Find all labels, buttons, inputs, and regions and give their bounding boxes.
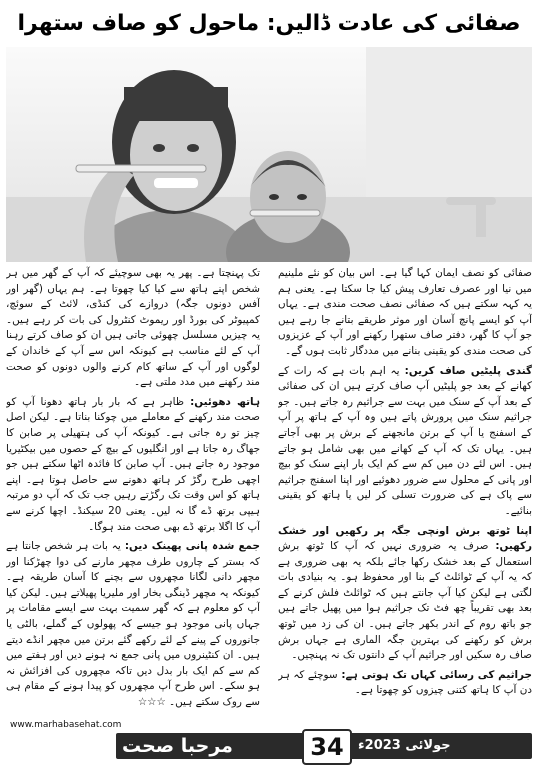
article-photo	[6, 47, 532, 262]
paragraph-text: صفائی کو نصف ایمان کہا گیا ہے۔ اس بیان کو نئے ملینیم میں نیا اور عصرف تعارف پیش کیا جا سکتا ہے۔ یعنی ہم یہ کہہ سکتے ہیں کہ صفائی نصف صحت مندی ہے۔ یہاں آپ کو ایسے پانچ آسان اور موثر طریقے بتانے جا رہے ہیں جو آپ کا گھر، دفتر صاف ستھرا رکھنے اور آپ کے عزیزوں کی صحت مندی کو یقینی بنانے میں مددگار ثابت ہوں گے۔	[278, 267, 532, 357]
children-brushing-teeth-image	[6, 47, 532, 262]
article-headline: صفائی کی عادت ڈالیں: ماحول کو صاف ستھرا	[4, 2, 534, 46]
section-subheading: اپنا ٹوتھ برش اونچی جگہ پر رکھیں اور خشک رکھیں:	[278, 524, 532, 553]
section-subheading: گندی پلیٹیں صاف کریں:	[399, 364, 532, 377]
issue-date: جولائی 2023ء	[358, 738, 451, 753]
section-subheading: جراثیم کی رسائی کہاں تک ہوتی ہے:	[337, 668, 532, 681]
paragraph	[6, 539, 260, 711]
article-body	[6, 266, 532, 722]
paragraph-text: صرف یہ ضروری نہیں کہ آپ کا ٹوتھ برش استعمال کے بعد خشک رکھا جائے بلکہ یہ بھی ضروری ہے کہ یہ آپ کے ٹوائلٹ کے بنا اور محفوظ ہو۔ یہ بنیادی بات لگتی ہے لیکن کیا آپ جانتے ہیں کہ ٹوائلٹ فلش کرنے کے بعد بھی تقریباً چھ فٹ تک جراثیم ہوا میں پھیل جاتے ہیں جو باتھ روم کے اندر بکھر جاتے ہیں۔ ان کی زد میں ٹوتھ برش کو رکھنے کی بہترین جگہ الماری ہے جہاں برش صاف رہ سکیں اور جراثیم آپ کے دانتوں تک نہ پہنچیں۔	[278, 540, 532, 662]
article-column-right	[278, 266, 532, 722]
paragraph-text: سوچئے کہ ہر دن آپ کا ہاتھ کتنی چیزوں کو چھوتا ہے۔	[278, 668, 532, 697]
paragraph	[278, 668, 532, 699]
paragraph-text: تک پہنچتا ہے۔ پھر یہ بھی سوچیئے کہ آپ کے گھر میں ہر شخص اپنے ہاتھ سے کیا کیا چھوتا ہے۔ ہم یہاں (گھر اور آفس دونوں جگہ) دروازے کی کنڈی، لائٹ کے سوئچ، کمپیوٹر کی بورڈ اور ریموٹ کنٹرول کی بات کر رہے ہیں۔ یہ چیزیں مسلسل چھوئی جاتی ہیں ان کو صاف کرتے رہنا آپ کے لئے مناسب ہے کیونکہ اس سے آپ کے خاندان کے لوگوں اور آپ کے ساتھ کام کرنے والوں دونوں کو صحت مند رکھنے میں مدد ملتی ہے۔	[6, 267, 260, 389]
paragraph-text: یہ اہم بات ہے کہ رات کے کھانے کے بعد جو پلیٹیں آپ صاف کرتے ہیں ان کی صفائی کے بعد آپ کے سنک میں بہت سے جراثیم رہ جاتے ہیں۔ جو جراثیم سنک میں پرورش پاتے ہیں وہ آپ کے ہاتھ پر آپ کے اسفنج یا آپ کے برتن مانجھنے کے برش پر بھی آجاتے ہیں۔ یہاں تک کہ آپ کے کھانے میں بھی شامل ہو جاتے ہیں۔ اس لئے دن میں کم سے کم ایک بار اپنے سنک کو بیچ اور پانی کے محلول سے ضرور دھوئیے اور اپنا اسفنج جراثیم سے پاک ہے کی ضرورت تسلی کر لیں یا ہاتھ کو یقینی بنائیے۔	[278, 364, 532, 517]
paragraph	[278, 266, 532, 360]
paragraph	[278, 524, 532, 664]
article-column-left	[6, 266, 260, 722]
paragraph	[6, 266, 260, 391]
paragraph-text: یہ بات ہر شخص جانتا ہے کہ بستر کے چاروں طرف مچھر مارنے کی دوا چھڑکنا اور مچھر دانی لگانا مچھروں سے بچنے کا آسان طریقہ ہے۔ کیونکہ یہ مچھر ڈینگی بخار اور ملیریا پھیلاتے ہیں۔ لیکن کیا آپ کو معلوم ہے کہ گھر سمیت بہت سے ایسے مقامات پر جہاں پانی موجود ہو جیسے کہ پھولوں کے گملے، بالٹی یا جانوروں کے پینے کے لئے رکھے گئے برتن میں مچھر انڈے دیتے ہیں۔ ان کنٹینروں میں پانی جمع نہ ہونے دیں اور ہفتے میں کم سے کم ایک بار بدل دیں تاکہ مچھروں کی افزائش نہ ہو سکے۔ اس طرح آپ مچھروں کو پیدا ہونے کے مقام ہی سے روک سکتے ہیں۔ ☆☆☆	[6, 540, 260, 709]
page-footer	[6, 720, 532, 760]
paragraph	[278, 364, 532, 520]
magazine-logo: مرحبا صحت	[122, 735, 233, 757]
paragraph-text: ظاہر ہے کہ بار بار ہاتھ دھونا آپ کو صحت مند رکھنے کے معاملے میں چوکنا بناتا ہے۔ لیکن اصل چیز تو رہ جاتی ہے۔ کیونکہ آپ کی ہتھیلی پر صابن کا جھاگ رہ جاتا ہے اور انگلیوں کے بیچ کے حصوں میں بیکٹیریا موجود رہ جاتے ہیں۔ آپ صابن کا فائدہ اٹھا سکتے ہیں جو اچھی طرح رگڑ کر ہاتھ دھونے سے حاصل ہوتا ہے۔ اپنے ہاتھ کو اس وقت تک رگڑتے رہیں جب تک کہ آپ دو مرتبہ ہیپی برتھ ڈے گا نہ لیں۔ یعنی 20 سیکنڈ۔ اچھا کرنے سے آپ کا اگلا برتھ ڈے بھی صحت مند ہوگا۔	[6, 395, 260, 533]
magazine-banner	[116, 733, 532, 759]
page-number: 34	[302, 729, 352, 765]
paragraph	[6, 395, 260, 535]
section-subheading: جمع شدہ پانی پھینک دیں:	[120, 540, 260, 553]
section-subheading: ہاتھ دھوئیں:	[184, 395, 260, 408]
website-url[interactable]: www.marhabasehat.com	[10, 720, 122, 730]
